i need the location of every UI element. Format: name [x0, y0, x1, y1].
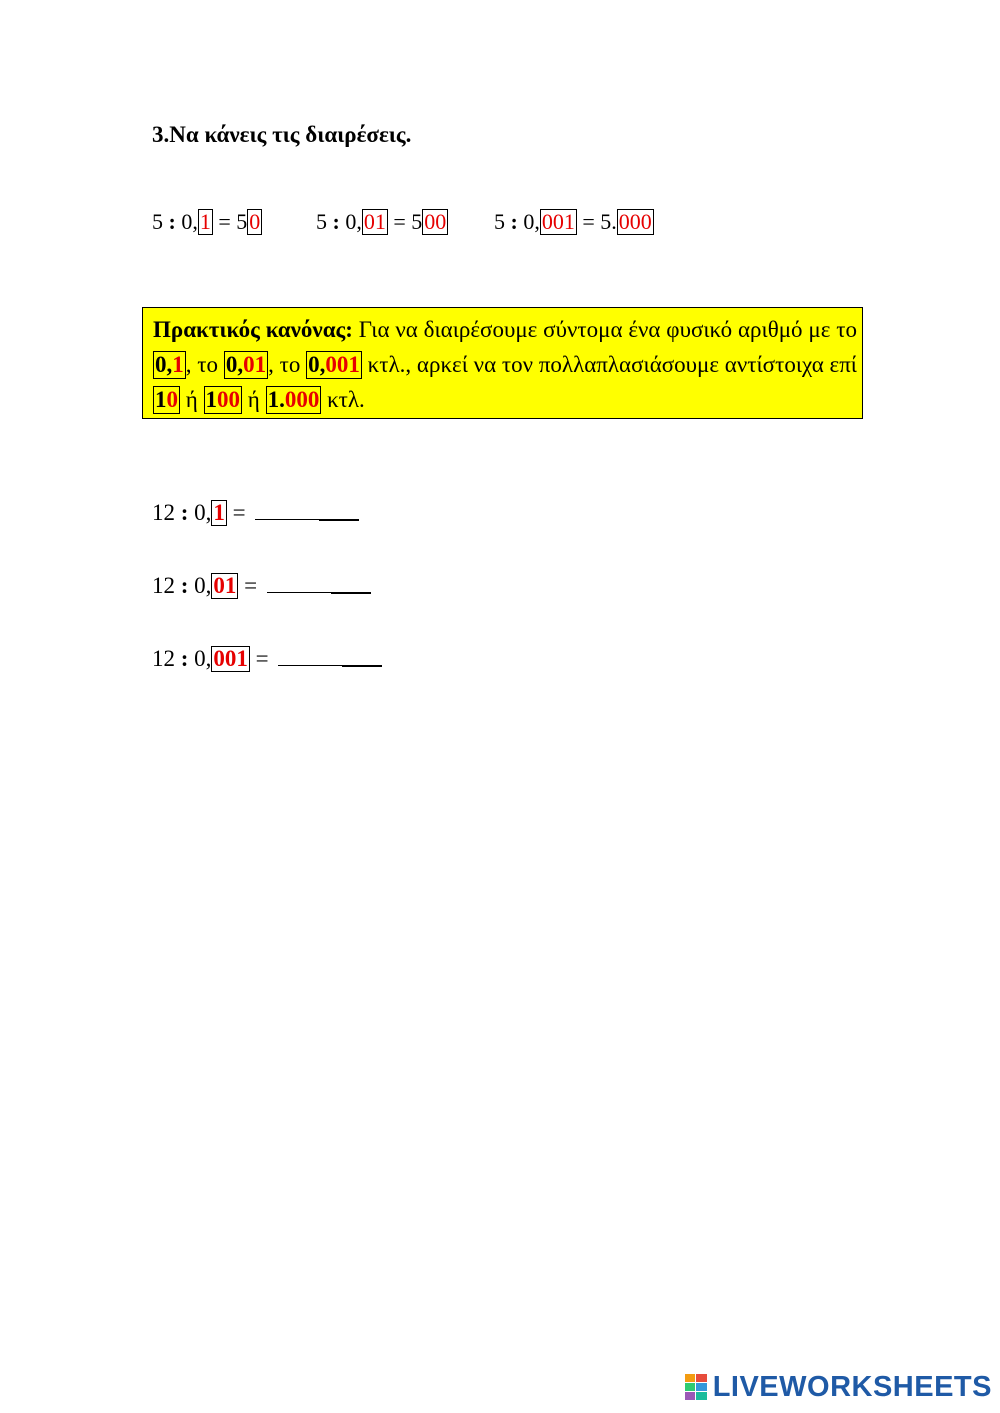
decimal-prefix: 0, — [194, 573, 212, 598]
equals-sign: = — [255, 646, 269, 671]
boxed-divisor-2: 0,01 — [225, 352, 267, 377]
example-2 — [316, 207, 448, 237]
example-dividend: 5 — [316, 209, 327, 234]
boxed-multiplier-1: 10 — [155, 387, 178, 412]
division-sign: : — [180, 646, 189, 671]
decimal-prefix: 0, — [194, 500, 212, 525]
example-dividend: 5 — [152, 209, 163, 234]
boxed-divisor-1: 0,1 — [155, 352, 184, 377]
decimal-prefix: 0, — [345, 209, 362, 234]
liveworksheets-logo — [685, 1367, 992, 1407]
decimal-prefix: 0, — [181, 209, 198, 234]
equals-sign: = — [232, 500, 246, 525]
boxed-decimal-digits: 1 — [199, 209, 211, 234]
example-1 — [152, 207, 262, 237]
liveworksheets-logo-icon — [685, 1374, 707, 1400]
rule-end: κτλ. — [327, 387, 365, 412]
rule-separator: , το — [268, 352, 301, 377]
exercise-dividend: 12 — [152, 646, 175, 671]
boxed-multiplier-2: 100 — [205, 387, 241, 412]
rule-text: Για να διαιρέσουμε σύντομα ένα φυσικό αριθμό με το — [358, 317, 858, 342]
example-dividend: 5 — [494, 209, 505, 234]
rule-or: ή — [247, 387, 260, 412]
division-sign: : — [180, 573, 189, 598]
boxed-result-zeros: 00 — [424, 209, 447, 234]
decimal-prefix: 0, — [523, 209, 540, 234]
rule-separator: , το — [185, 352, 219, 377]
result-prefix: 5. — [600, 209, 617, 234]
result-prefix: 5 — [411, 209, 423, 234]
answer-blank[interactable] — [267, 570, 371, 593]
answer-blank[interactable] — [278, 643, 382, 666]
division-sign: : — [180, 500, 189, 525]
exercise-1 — [152, 497, 359, 528]
boxed-decimal-digits: 001 — [541, 209, 575, 234]
rule-or: ή — [185, 387, 198, 412]
boxed-multiplier-3: 1.000 — [267, 387, 320, 412]
answer-blank[interactable] — [255, 497, 359, 520]
boxed-decimal-digits: 01 — [363, 209, 386, 234]
boxed-divisor-3: 0,001 — [308, 352, 360, 377]
rule-text: κτλ., αρκεί να τον πολλαπλασιάσουμε αντίστοιχα επί — [367, 352, 857, 377]
equals-sign: = — [582, 209, 595, 234]
equals-sign: = — [393, 209, 406, 234]
exercise-3 — [152, 643, 382, 674]
exercise-dividend: 12 — [152, 500, 175, 525]
division-sign: : — [510, 209, 518, 234]
decimal-prefix: 0, — [194, 646, 212, 671]
liveworksheets-logo-text: LIVEWORKSHEETS — [712, 1370, 992, 1403]
boxed-decimal-digits: 001 — [213, 646, 248, 671]
exercise-title: 3.Να κάνεις τις διαιρέσεις. — [152, 122, 412, 147]
practical-rule-box — [142, 307, 863, 419]
boxed-result-zeros: 0 — [249, 209, 261, 234]
boxed-decimal-digits: 1 — [213, 500, 225, 525]
boxed-result-zeros: 000 — [618, 209, 652, 234]
division-sign: : — [168, 209, 176, 234]
example-3 — [494, 207, 654, 237]
equals-sign: = — [244, 573, 258, 598]
division-sign: : — [332, 209, 340, 234]
exercise-2 — [152, 570, 371, 601]
exercise-dividend: 12 — [152, 573, 175, 598]
rule-heading: Πρακτικός κανόνας: — [153, 317, 353, 342]
result-prefix: 5 — [236, 209, 248, 234]
equals-sign: = — [218, 209, 231, 234]
boxed-decimal-digits: 01 — [213, 573, 237, 598]
